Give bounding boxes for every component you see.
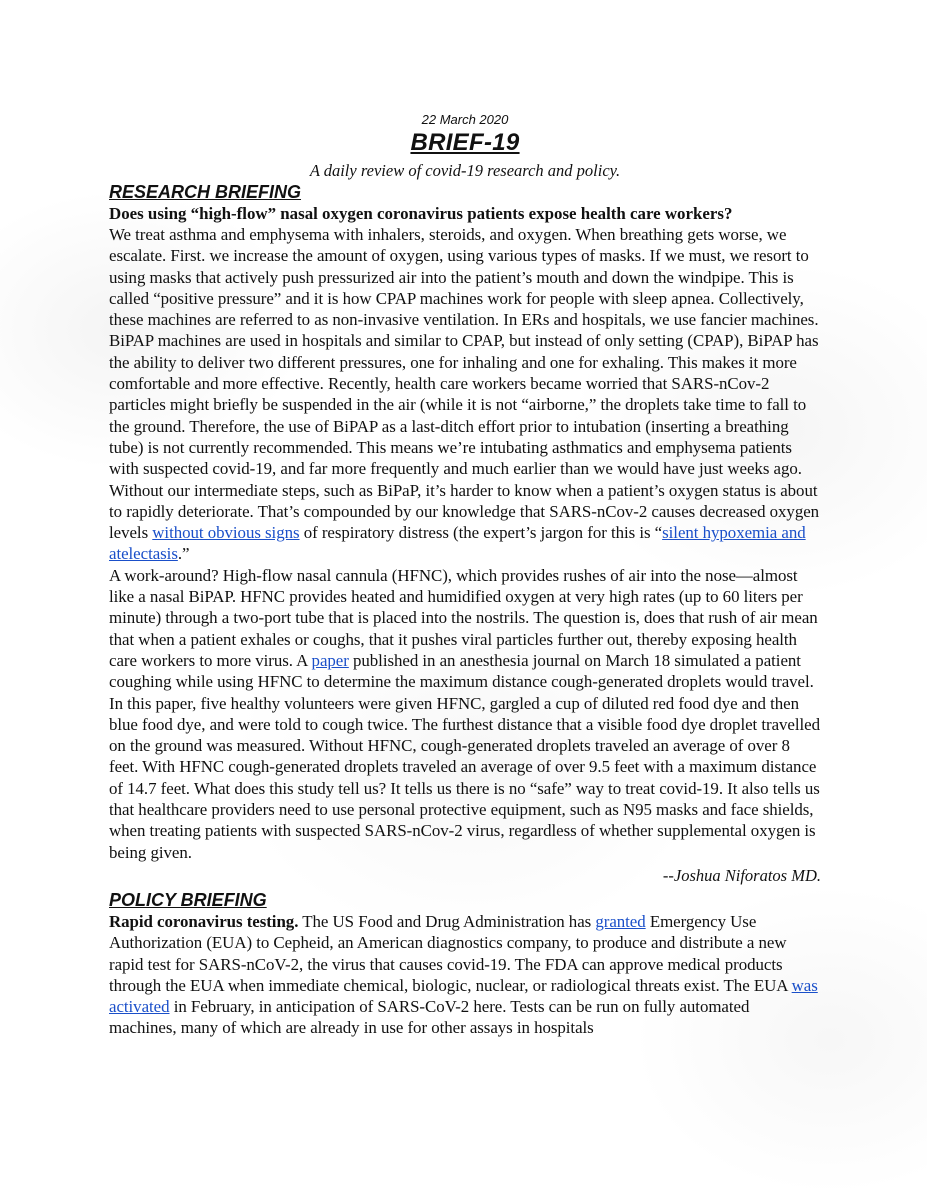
research-p2-text-b: published in an anesthesia journal on March 18 simulated a patient coughing while using HFNC to determine the maximum distance cough-generated droplets would travel. In this paper, five healthy volunteers were given HFNC, gargled a cup of diluted red food dye and then blue food dye, and were told to cough twice. The furthest distance that a visible food dye droplet travelled on the ground was measured. Without HFNC, cough-generated droplets traveled an average of over 8 feet. With HFNC cough-generated droplets traveled an average of over 9.5 feet with a maximum distance of 14.7 feet. What does this study tell us? It tells us there is no “safe” way to treat covid-19. It also tells us that healthcare providers need to use personal protective equipment, such as N95 masks and face shields, when treating patients with suspected SARS-nCov-2 virus, regardless of whether supplemental oxygen is being given.	[109, 650, 820, 862]
research-paragraph-1	[109, 224, 821, 565]
issue-date: 22 March 2020	[421, 112, 509, 127]
research-p1-text-b: of respiratory distress (the expert’s jargon for this is “	[299, 523, 663, 543]
author-signature: --Joshua Niforatos MD.	[662, 865, 821, 885]
silent-hypoxemia-link[interactable]: silent hypoxemia and atelectasis	[109, 523, 806, 564]
policy-paragraph	[109, 911, 821, 1039]
policy-text-a: The US Food and Drug Administration has	[298, 911, 596, 931]
granted-link[interactable]: granted	[595, 911, 646, 931]
research-p1-text-c: .”	[177, 544, 190, 564]
document-subtitle: A daily review of covid-19 research and policy.	[309, 161, 621, 180]
paper-link[interactable]: paper	[311, 650, 349, 670]
policy-lead: Rapid coronavirus testing.	[109, 911, 299, 931]
research-p2-text-a: A work-around? High-flow nasal cannula (HFNC), which provides rushes of air into the nose—almost like a nasal BiPAP. HFNC provides heated and humidified oxygen at very high rates (up to 60 liters per minute) through a two-port tube that is placed into the nostrils. The question is, does that rush of air mean that when a patient exhales or coughs, that it pushes viral particles further out, thereby exposing health care workers to more virus. A	[109, 565, 818, 670]
research-paragraph-2	[109, 565, 821, 863]
policy-text-c: in February, in anticipation of SARS-CoV-2 here. Tests can be run on fully automated machines, many of which are already in use for other assays in hospitals	[109, 997, 750, 1038]
without-obvious-signs-link[interactable]: without obvious signs	[152, 523, 300, 543]
research-question: Does using “high-flow” nasal oxygen coronavirus patients expose health care workers?	[109, 204, 733, 223]
was-activated-link[interactable]: was activated	[109, 975, 818, 1017]
policy-briefing-heading: POLICY BRIEFING	[109, 889, 267, 910]
document-title: BRIEF-19	[410, 129, 520, 156]
policy-text-b: Emergency Use Authorization (EUA) to Cepheid, an American diagnostics company, to produce and distribute a new rapid test for SARS-nCoV-2, the virus that causes covid-19. The FDA can approve medical products through the EUA when immediate chemical, biologic, nuclear, or radiological threats exist. The EUA	[109, 911, 792, 995]
document-content	[109, 111, 821, 1039]
research-briefing-heading: RESEARCH BRIEFING	[109, 182, 302, 202]
research-p1-text-a: We treat asthma and emphysema with inhalers, steroids, and oxygen. When breathing gets worse, we escalate. First. we increase the amount of oxygen, using various types of masks. If we must, we resort to using masks that actively push pressurized air into the patient’s mouth and down the windpipe. This is called “positive pressure” and it is how CPAP machines work for people with sleep apnea. Collectively, these machines are referred to as non-invasive ventilation. In ERs and hospitals, we use fancier machines. BiPAP machines are used in hospitals and similar to CPAP, but instead of only setting (CPAP), BiPAP has the ability to deliver two different pressures, one for inhaling and one for exhaling. This makes it more comfortable and more effective. Recently, health care workers became worried that SARS-nCov-2 particles might briefly be suspended in the air (while it is not “airborne,” the droplets take time to fall to the ground. Therefore, the use of BiPAP as a last-ditch effort prior to intubation (inserting a breathing tube) is not currently recommended. This means we’re intubating asthmatics and emphysema patients with suspected covid-19, and far more frequently and much earlier than we would have just weeks ago. Without our intermediate steps, such as BiPaP, it’s harder to know when a patient’s oxygen status is about to rapidly deteriorate. That’s compounded by our knowledge that SARS-nCov-2 causes decreased oxygen levels	[109, 225, 820, 543]
